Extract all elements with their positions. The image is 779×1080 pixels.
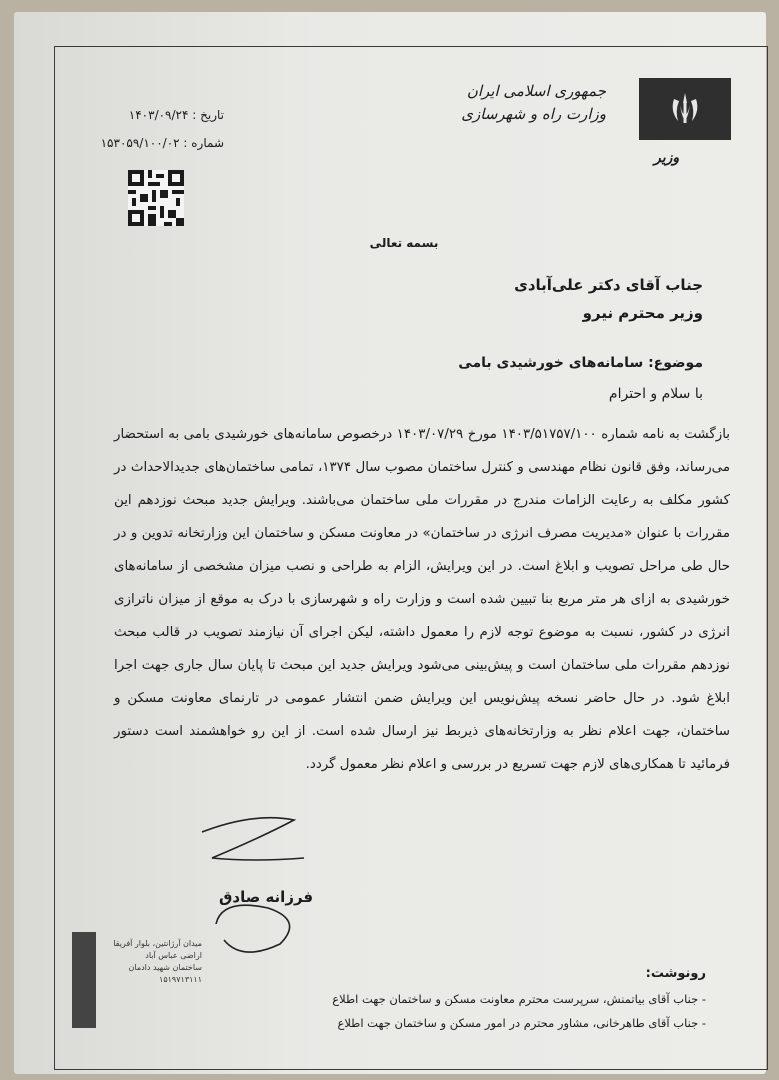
footer-line: اراضی عباس آباد <box>145 951 202 960</box>
footer-line: میدان آرژانتین، بلوار آفریقا <box>113 939 202 948</box>
bismillah: بسمه تعالی <box>369 236 439 250</box>
country-name: جمهوری اسلامی ایران <box>466 82 606 100</box>
addressee-title: وزیر محترم نیرو <box>582 304 703 322</box>
addressee-name: جناب آقای دکتر علی‌آبادی <box>514 276 703 294</box>
greeting: با سلام و احترام <box>608 386 703 402</box>
iran-emblem-icon <box>639 78 731 140</box>
footer-mark <box>72 932 96 1028</box>
letterhead <box>436 80 606 126</box>
footer-line: ۱۵۱۹۷۱۳۱۱۱ <box>159 975 202 984</box>
cc-item: - جناب آقای بیاتمنش، سرپرست محترم معاونت مسکن و ساختمان جهت اطلاع <box>332 992 706 1006</box>
letter-sheet <box>14 12 766 1074</box>
letter-body: بازگشت به نامه شماره ۱۴۰۳/۵۱۷۵۷/۱۰۰ مورخ ۱۴۰۳/۰۷/۲۹ درخصوص سامانه‌های خورشیدی بامی به استحضار می‌رساند، وفق قانون نظام مهندسی و کنترل ساختمان مصوب سال ۱۳۷۴، تمامی ساختمان‌های جدیدالاحداث در کشور مکلف به رعایت الزامات مندرج در مقررات ملی ساختمان می‌باشند. ویرایش جدید مبحث نوزدهم این مقررات با عنوان «مدیریت مصرف انرژی در ساختمان» در معاونت مسکن و ساختمان این وزارتخانه تدوین و در حال طی مراحل تصویب و ابلاغ است. در این ویرایش، الزام به طراحی و نصب میزان مشخصی از سامانه‌های خورشیدی به ازای هر متر مربع بنا تبیین شده است و وزارت راه و شهرسازی با درک به موقع از میزان ناترازی انرژی در کشور، نسبت به موضوع توجه لازم را معمول داشته، لیکن اجرای آن نیازمند تصویب در قالب مبحث نوزدهم مقررات ملی ساختمان است و پیش‌بینی می‌شود ویرایش جدید این مبحث تا پایان سال جاری جهت اجرا ابلاغ شود. در حال حاضر نسخه پیش‌نویس این ویرایش ضمن انتشار عمومی در تارنمای معاونت مسکن و ساختمان، جهت اعلام نظر به وزارتخانه‌های ذیربط نیز ارسال شده است. از این رو خواهشمند است دستور فرمائید تا همکاری‌های لازم جهت تسریع در بررسی و اعلام نظر معمول گردد. <box>114 427 731 772</box>
handwritten-signature <box>194 812 314 962</box>
cc-item: - جناب آقای طاهرخانی، مشاور محترم در امور مسکن و ساختمان جهت اطلاع <box>337 1016 706 1030</box>
subject-line: موضوع: سامانه‌های خورشیدی بامی <box>458 355 703 371</box>
signatory-name: فرزانه صادق <box>219 888 314 906</box>
footer-line: ساختمان شهید دادمان <box>128 963 202 972</box>
cc-title: رونوشت: <box>645 966 706 981</box>
qr-code-icon <box>128 170 184 226</box>
letter-number: شماره : ۱۵۳۰۵۹/۱۰۰/۰۲ <box>100 136 224 150</box>
footer-address <box>102 938 202 986</box>
ministry-name: وزارت راه و شهرسازی <box>461 105 606 123</box>
minister-label: وزیر <box>654 150 680 166</box>
letter-date: تاریخ : ۱۴۰۳/۰۹/۲۴ <box>128 108 224 122</box>
